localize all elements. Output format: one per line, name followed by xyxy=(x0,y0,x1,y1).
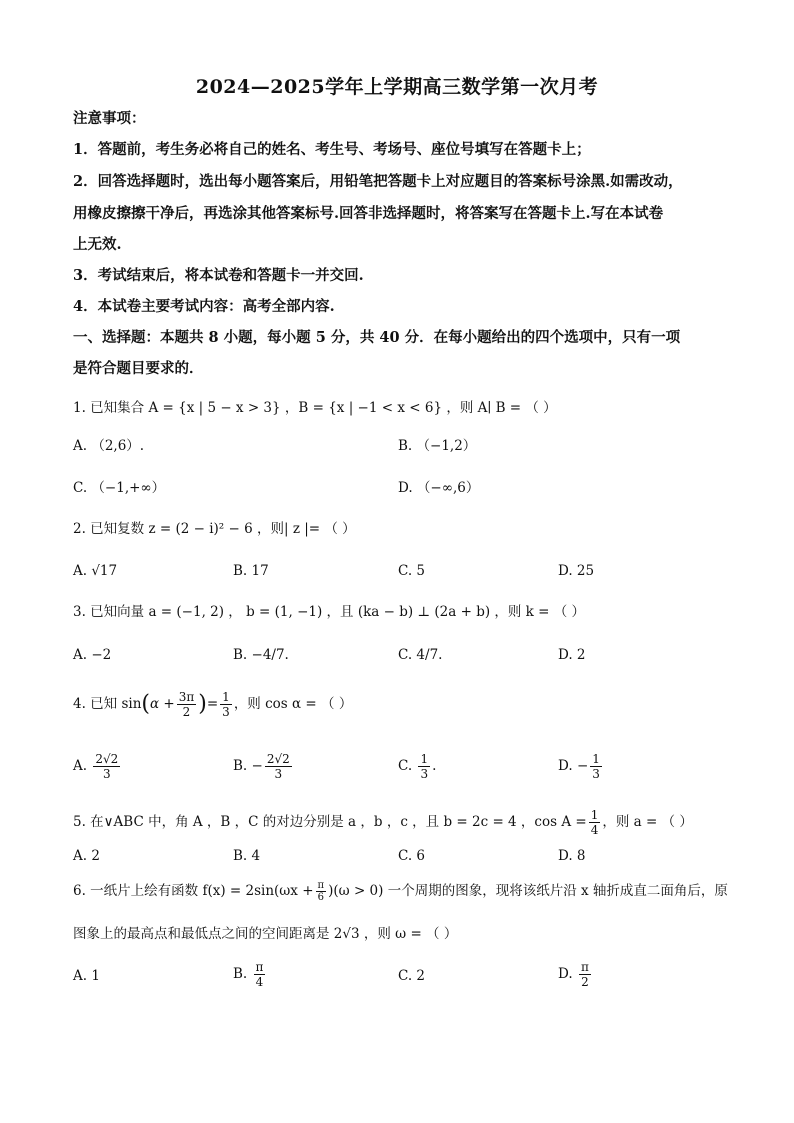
q4-rhs-den: 3 xyxy=(222,705,230,719)
question-5-stem xyxy=(73,808,733,837)
q5-suffix: ，则 a = （ ） xyxy=(602,814,693,830)
question-4-option-d xyxy=(558,752,604,781)
question-5-option-a: A. 2 xyxy=(73,848,100,864)
q4a-fraction xyxy=(93,752,120,781)
notice-item-2-cont: 用橡皮擦擦干净后，再选涂其他答案标号.回答非选择题时，将答案写在答题卡上.写在本试卷 xyxy=(73,205,664,222)
q5-fraction xyxy=(589,808,601,837)
question-6-stem-line1 xyxy=(73,880,733,903)
q6b-den: 4 xyxy=(255,975,264,989)
q5-num: 1 xyxy=(590,808,599,822)
question-4-option-b xyxy=(233,752,294,781)
question-6-option-b xyxy=(233,960,267,989)
question-5-option-b: B. 4 xyxy=(233,848,261,864)
q6-num: π xyxy=(317,880,325,891)
q6b-num: π xyxy=(255,960,264,974)
q4c-den: 3 xyxy=(420,767,429,781)
q6d-label: D. xyxy=(558,966,573,982)
question-2-option-d: D. 25 xyxy=(558,563,595,579)
q6-suffix: )(ω > 0) 一个周期的图象，现将该纸片沿 x 轴折成直二面角后，原 xyxy=(328,883,728,899)
notice-item-2-end: 上无效. xyxy=(73,236,122,253)
question-2-option-a: A. √17 xyxy=(73,563,118,579)
q4d-sign: − xyxy=(576,758,589,774)
q6d-fraction xyxy=(579,960,591,989)
question-4-option-a xyxy=(73,752,122,781)
q4a-num: 2√2 xyxy=(95,752,119,766)
q4a-label: A. xyxy=(73,758,88,774)
question-1-option-a: A. （2,6）. xyxy=(73,438,145,454)
q4c-num: 1 xyxy=(420,752,429,766)
q4b-label: B. xyxy=(233,758,248,774)
question-1-stem: 1. 已知集合 A = {x | 5 − x > 3} ，B = {x | −1 < x < 6} ，则 A∣ B = （ ） xyxy=(73,400,557,416)
question-1-option-d: D. （−∞,6） xyxy=(398,480,480,496)
q6-prefix: 6. 一纸片上绘有函数 f(x) = 2sin(ωx + xyxy=(73,883,314,899)
q4c-tail: . xyxy=(432,758,437,774)
q4b-den: 3 xyxy=(274,767,283,781)
q4c-fraction xyxy=(418,752,430,781)
question-4-option-c xyxy=(398,752,436,781)
q6-den: 6 xyxy=(317,892,324,903)
notice-item-4: 4．本试卷主要考试内容：高考全部内容. xyxy=(73,298,335,315)
q4-frac-num: 3π xyxy=(178,690,195,704)
q4-eq: = xyxy=(206,696,219,712)
q4d-den: 3 xyxy=(592,767,600,781)
q5-den: 4 xyxy=(590,823,599,837)
q4-fraction xyxy=(177,690,197,719)
q6b-fraction xyxy=(254,960,266,989)
exam-title: 2024—2025学年上学期高三数学第一次月考 xyxy=(195,76,599,98)
question-3-option-d: D. 2 xyxy=(558,647,586,663)
notice-item-3: 3．考试结束后，将本试卷和答题卡一并交回. xyxy=(73,267,364,284)
q4d-fraction xyxy=(590,752,602,781)
question-3-option-a: A. −2 xyxy=(73,647,112,663)
section-heading-cont: 是符合题目要求的． xyxy=(73,360,204,377)
q4-rhs-fraction xyxy=(220,690,232,719)
q4-suffix: ，则 cos α = （ ） xyxy=(233,696,353,712)
question-2-stem: 2. 已知复数 z = (2 − i)² − 6 ，则| z |= （ ） xyxy=(73,521,356,537)
q5-prefix: 5. 在∨ABC 中，角 A ，B ，C 的对边分别是 a ，b ，c ，且 b = 2c = 4 ，cos A = xyxy=(73,814,587,830)
question-4-stem xyxy=(73,690,733,719)
notice-item-1: 1．答题前，考生务必将自己的姓名、考生号、考场号、座位号填写在答题卡上； xyxy=(73,141,591,158)
q4-right-paren: ) xyxy=(198,691,207,717)
question-1-option-c: C. （−1,+∞） xyxy=(73,480,166,496)
question-2-option-c: C. 5 xyxy=(398,563,426,579)
question-1-option-b: B. （−1,2） xyxy=(398,438,477,454)
q4-frac-den: 2 xyxy=(182,705,191,719)
question-6-stem-line2: 图象上的最高点和最低点之间的空间距离是 2√3 ，则 ω = （ ） xyxy=(73,926,458,942)
question-3-stem: 3. 已知向量 a = (−1, 2) ， b = (1, −1) ，且 (ka − b) ⊥ (2a + b) ，则 k = （ ） xyxy=(73,604,586,620)
q6-fraction xyxy=(316,880,327,903)
q6d-num: π xyxy=(580,960,589,974)
q4-prefix: 4. 已知 sin xyxy=(73,696,142,712)
notice-heading: 注意事项： xyxy=(73,110,146,127)
question-5-option-d: D. 8 xyxy=(558,848,586,864)
question-6-option-a: A. 1 xyxy=(73,968,100,984)
question-3-option-b: B. −4/7. xyxy=(233,647,289,663)
q4a-den: 3 xyxy=(102,767,111,781)
question-3-option-c: C. 4/7. xyxy=(398,647,443,663)
q4-rhs-num: 1 xyxy=(222,690,230,704)
q4b-num: 2√2 xyxy=(266,752,290,766)
question-5-option-c: C. 6 xyxy=(398,848,426,864)
q4-inner: α + xyxy=(150,696,175,712)
question-6-option-d xyxy=(558,960,593,989)
q4b-fraction xyxy=(265,752,292,781)
q6b-label: B. xyxy=(233,966,248,982)
q4c-label: C. xyxy=(398,758,413,774)
q4-left-paren: ( xyxy=(141,691,150,717)
section-heading: 一、选择题：本题共 8 小题，每小题 5 分，共 40 分．在每小题给出的四个选项中，只有一项 xyxy=(73,329,681,346)
q6d-den: 2 xyxy=(581,975,589,989)
q4b-sign: − xyxy=(251,758,263,774)
question-6-option-c: C. 2 xyxy=(398,968,426,984)
notice-item-2: 2．回答选择题时，选出每小题答案后，用铅笔把答题卡上对应题目的答案标号涂黑.如需改动， xyxy=(73,173,683,190)
q4d-label: D. xyxy=(558,758,573,774)
question-2-option-b: B. 17 xyxy=(233,563,269,579)
q4d-num: 1 xyxy=(592,752,600,766)
